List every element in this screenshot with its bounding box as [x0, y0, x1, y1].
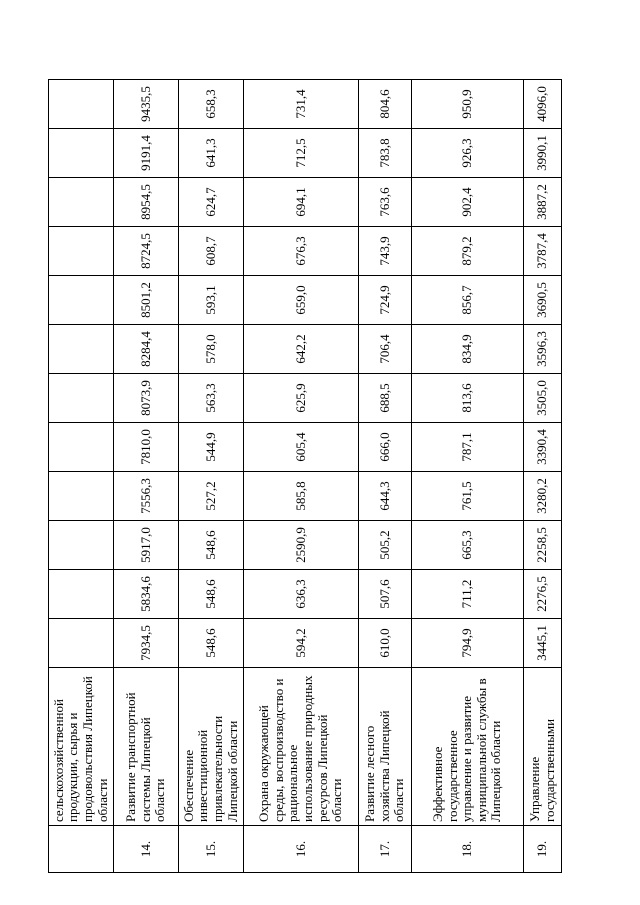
- program-name-cell: Управление государственными: [524, 668, 562, 826]
- value-cell: 743,9: [359, 227, 412, 276]
- value-cell: 787,1: [412, 423, 524, 472]
- program-name-cell: Развитие лесного хозяйства Липецкой области: [359, 668, 412, 826]
- value-cell: [49, 570, 114, 619]
- value-cell: 578,0: [179, 325, 244, 374]
- value-cell: 3596,3: [524, 325, 562, 374]
- program-name-cell: Обеспечение инвестиционной привлекательности Липецкой области: [179, 668, 244, 826]
- value-cell: 563,3: [179, 374, 244, 423]
- value-cell: 8073,9: [114, 374, 179, 423]
- value-cell: 5917,0: [114, 521, 179, 570]
- value-cell: [49, 423, 114, 472]
- row-number-cell: 15.: [179, 826, 244, 873]
- value-cell: 813,6: [412, 374, 524, 423]
- value-cell: 4096,0: [524, 80, 562, 129]
- program-expenditure-table: [48, 79, 562, 873]
- value-cell: 834,9: [412, 325, 524, 374]
- value-cell: 3280,2: [524, 472, 562, 521]
- program-name-cell: Развитие транспортной системы Липецкой области: [114, 668, 179, 826]
- value-cell: 2258,5: [524, 521, 562, 570]
- value-cell: 783,8: [359, 129, 412, 178]
- value-cell: 3990,1: [524, 129, 562, 178]
- value-cell: [49, 129, 114, 178]
- value-cell: 3505,0: [524, 374, 562, 423]
- value-cell: 3445,1: [524, 619, 562, 668]
- value-cell: 676,3: [244, 227, 359, 276]
- table-row: [412, 80, 524, 873]
- value-cell: 724,9: [359, 276, 412, 325]
- row-number-cell: 19.: [524, 826, 562, 873]
- table-body: [49, 80, 562, 873]
- row-number-cell: 14.: [114, 826, 179, 873]
- value-cell: [49, 521, 114, 570]
- value-cell: 3887,2: [524, 178, 562, 227]
- value-cell: 5834,6: [114, 570, 179, 619]
- value-cell: 507,6: [359, 570, 412, 619]
- value-cell: 2590,9: [244, 521, 359, 570]
- value-cell: 9435,5: [114, 80, 179, 129]
- row-number-cell: 18.: [412, 826, 524, 873]
- value-cell: 8954,5: [114, 178, 179, 227]
- value-cell: 794,9: [412, 619, 524, 668]
- value-cell: 665,3: [412, 521, 524, 570]
- value-cell: 763,6: [359, 178, 412, 227]
- value-cell: 9191,4: [114, 129, 179, 178]
- program-name-cell: Эффективное государственное управление и развитие муниципальной службы в Липецкой области: [412, 668, 524, 826]
- value-cell: 593,1: [179, 276, 244, 325]
- value-cell: [49, 619, 114, 668]
- value-cell: 636,3: [244, 570, 359, 619]
- value-cell: 7934,5: [114, 619, 179, 668]
- value-cell: 7556,3: [114, 472, 179, 521]
- value-cell: 644,3: [359, 472, 412, 521]
- value-cell: 666,0: [359, 423, 412, 472]
- table-row: [359, 80, 412, 873]
- value-cell: 902,4: [412, 178, 524, 227]
- table-row: [524, 80, 562, 873]
- value-cell: 3390,4: [524, 423, 562, 472]
- value-cell: 804,6: [359, 80, 412, 129]
- value-cell: 624,7: [179, 178, 244, 227]
- row-number-cell: 17.: [359, 826, 412, 873]
- value-cell: 731,4: [244, 80, 359, 129]
- value-cell: 3690,5: [524, 276, 562, 325]
- value-cell: 548,6: [179, 521, 244, 570]
- value-cell: 658,3: [179, 80, 244, 129]
- value-cell: [49, 472, 114, 521]
- row-number-cell: [49, 826, 114, 873]
- value-cell: [49, 276, 114, 325]
- value-cell: 505,2: [359, 521, 412, 570]
- value-cell: 610,0: [359, 619, 412, 668]
- value-cell: 711,2: [412, 570, 524, 619]
- value-cell: 548,6: [179, 619, 244, 668]
- value-cell: 879,2: [412, 227, 524, 276]
- value-cell: 594,2: [244, 619, 359, 668]
- table-row: [244, 80, 359, 873]
- value-cell: [49, 80, 114, 129]
- table-row: [179, 80, 244, 873]
- value-cell: 712,5: [244, 129, 359, 178]
- value-cell: [49, 178, 114, 227]
- value-cell: 926,3: [412, 129, 524, 178]
- value-cell: 8724,5: [114, 227, 179, 276]
- value-cell: 3787,4: [524, 227, 562, 276]
- table-row: [49, 80, 114, 873]
- value-cell: 608,7: [179, 227, 244, 276]
- value-cell: 688,5: [359, 374, 412, 423]
- value-cell: [49, 227, 114, 276]
- value-cell: 694,1: [244, 178, 359, 227]
- program-name-cell: Охрана окружающей среды, воспроизводство и рациональное использование природных ресурсов Липецкой области: [244, 668, 359, 826]
- value-cell: [49, 374, 114, 423]
- value-cell: 605,4: [244, 423, 359, 472]
- value-cell: 641,3: [179, 129, 244, 178]
- value-cell: 642,2: [244, 325, 359, 374]
- program-name-cell: сельскохозяйственной продукции, сырья и продовольствия Липецкой области: [49, 668, 114, 826]
- value-cell: 950,9: [412, 80, 524, 129]
- row-number-cell: 16.: [244, 826, 359, 873]
- value-cell: 761,5: [412, 472, 524, 521]
- value-cell: 8284,4: [114, 325, 179, 374]
- value-cell: 527,2: [179, 472, 244, 521]
- value-cell: 585,8: [244, 472, 359, 521]
- table-row: [114, 80, 179, 873]
- value-cell: 856,7: [412, 276, 524, 325]
- value-cell: [49, 325, 114, 374]
- value-cell: 544,9: [179, 423, 244, 472]
- value-cell: 625,9: [244, 374, 359, 423]
- value-cell: 7810,0: [114, 423, 179, 472]
- value-cell: 659,0: [244, 276, 359, 325]
- value-cell: 548,6: [179, 570, 244, 619]
- value-cell: 8501,2: [114, 276, 179, 325]
- value-cell: 2276,5: [524, 570, 562, 619]
- value-cell: 706,4: [359, 325, 412, 374]
